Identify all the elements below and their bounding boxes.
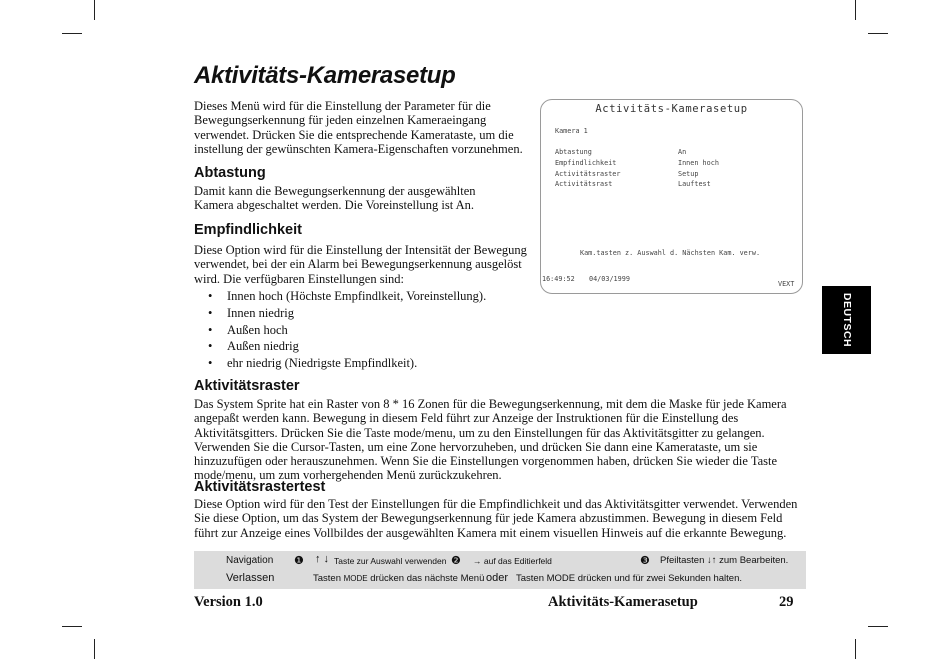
step2-text: → auf das Editierfeld [473, 556, 552, 566]
abtastung-text: Damit kann die Bewegungserkennung der ausgewählten Kamera abgeschaltet werden. Die Voreinstellung ist An. [194, 184, 476, 213]
heading-aktivitaetsraster: Aktivitätsraster [194, 378, 300, 394]
screen-row-label: Activitätsrast [555, 180, 613, 188]
heading-abtastung: Abtastung [194, 165, 266, 181]
crop-mark [94, 639, 95, 659]
crop-mark [62, 33, 82, 34]
exit-text-1b: drücken das nächste Menü [370, 573, 485, 584]
crop-mark [855, 639, 856, 659]
exit-text-mode: MODE [343, 574, 368, 583]
exit-instruction-2: Tasten MODE drücken und für zwei Sekunden halten. [516, 573, 743, 584]
or-label: oder [486, 572, 509, 584]
crop-mark [868, 33, 888, 34]
list-item: • Innen hoch (Höchste Empfindlkeit, Voreinstellung). [208, 288, 486, 305]
crop-mark [62, 626, 82, 627]
list-item: • ehr niedrig (Niedrigste Empfindlkeit). [208, 355, 486, 372]
screen-camera-label: Kamera 1 [555, 127, 588, 135]
intro-text: Dieses Menü wird für die Einstellung der Parameter für die Bewegungserkennung für jeden einzelnen Kameraeingang verwendet. Drücken Sie die entsprechende Kamerataste, um die instellung der gewünschten Kamera-Eigenschaften vorzunehmen. [194, 99, 523, 156]
empfindlichkeit-text: Diese Option wird für die Einstellung der Intensität der Bewegung verwendet, bei der ein Alarm bei Bewegungserkennung ausgelöst wird. Die verfügbaren Einstellungen sind: [194, 243, 527, 286]
language-tab [822, 286, 871, 354]
list-item: • Außen niedrig [208, 338, 486, 355]
heading-aktivitaetsrastertest: Aktivitätsrastertest [194, 479, 326, 495]
step1-arrows: ↑ ↓ [315, 553, 330, 565]
screen-row-value: Setup [678, 170, 699, 178]
footer-page-number: 29 [779, 594, 794, 610]
step2-marker: ❷ [451, 555, 461, 567]
aktivitaetsrastertest-text: Diese Option wird für den Test der Einstellungen für die Empfindlichkeit und das Aktivitätsgitter verwendet. Verwenden Sie diese Option, um das System der Bewegungserkennung für jede Kamera abzustimmen. Bewegung in diesem Feld führt zur Anzeige eines Vollbildes der ausgewählten Kamera mit einem visuellen Hinweis auf die erkannte Bewegung. [194, 497, 798, 540]
screen-menu-preview [540, 99, 803, 294]
footer-version: Version 1.0 [194, 594, 263, 610]
exit-label: Verlassen [226, 572, 275, 584]
exit-text-1a: Tasten [313, 573, 341, 584]
screen-row-value: An [678, 148, 687, 156]
screen-time: 16:49:52 [542, 275, 575, 283]
screen-hint: Kam.tasten z. Auswahl d. Nächsten Kam. verw. [580, 249, 761, 257]
sensitivity-options-list [208, 288, 486, 372]
step3-marker: ❸ [640, 555, 650, 567]
screen-date: 04/03/1999 [589, 275, 630, 283]
aktivitaetsraster-text: Das System Sprite hat ein Raster von 8 * 16 Zonen für die Bewegungserkennung, mit dem die Maske für jede Kamera angepaßt werden kann. Bewegung in diesem Feld führt zur Anzeige der Instruktionen für die Einstellung des Aktivitätsgitters. Drücken Sie die Taste mode/menu, um zu den Einstellungen für das Aktivitätsgitter zu gelangen. Verwenden Sie die Cursor-Tasten, um eine Zone hervorzuheben, und drücken Sie dann eine Kamerataste, um sie hinzuzufügen oder herauszunehmen. Wenn Sie die Einstellungen vorgenommen haben, drücken Sie wieder die Taste mode/menu, um zum vorhergehenden Menü zurückzukehren. [194, 397, 787, 483]
exit-instruction-1 [313, 573, 484, 584]
heading-empfindlichkeit: Empfindlichkeit [194, 222, 302, 238]
screen-row-value: Lauftest [678, 180, 711, 188]
list-item: • Innen niedrig [208, 305, 486, 322]
crop-mark [94, 0, 95, 20]
screen-title: Activitäts-Kamerasetup [595, 103, 748, 115]
footer-title: Aktivitäts-Kamerasetup [548, 594, 698, 610]
navigation-help-bar [194, 551, 806, 589]
step1-text: Taste zur Auswahl verwenden [334, 556, 447, 566]
screen-row-value: Innen hoch [678, 159, 719, 167]
crop-mark [868, 626, 888, 627]
list-item: • Außen hoch [208, 322, 486, 339]
screen-row-label: Abtastung [555, 148, 592, 156]
screen-row-label: Activitätsraster [555, 170, 621, 178]
navigation-label: Navigation [226, 555, 274, 566]
language-tab-label: DEUTSCH [840, 292, 853, 348]
step3-text: Pfeiltasten ↓↑ zum Bearbeiten. [660, 555, 789, 566]
crop-mark [855, 0, 856, 20]
page-title: Aktivitäts-Kamerasetup [194, 62, 456, 89]
screen-corner-label: VEXT [778, 280, 795, 288]
step1-marker: ❶ [294, 555, 304, 567]
screen-row-label: Empfindlichkeit [555, 159, 617, 167]
